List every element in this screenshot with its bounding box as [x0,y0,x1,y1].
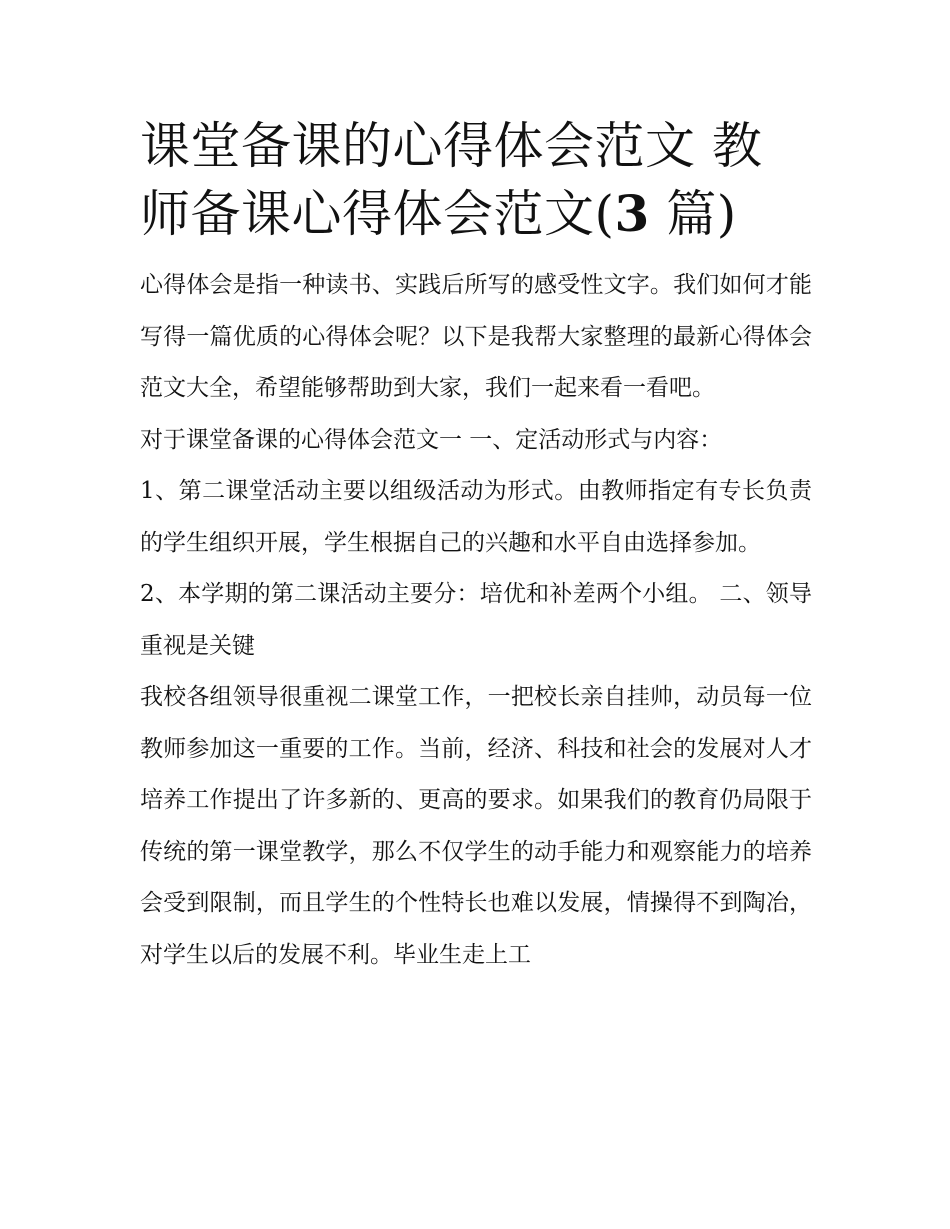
paragraph-item-1: 1、第二课堂活动主要以组级活动为形式。由教师指定有专长负责的学生组织开展，学生根据自己的兴趣和水平自由选择参加。 [140,478,812,556]
paragraph-intro: 心得体会是指一种读书、实践后所写的感受性文字。我们如何才能写得一篇优质的心得体会呢？以下是我帮大家整理的最新心得体会范文大全，希望能够帮助到大家，我们一起来看一看吧。 [140,272,812,401]
document-page [140,112,812,981]
title-number: 3 [614,184,650,243]
document-title [140,112,812,248]
paragraph-item-2: 2、本学期的第二课活动主要分：培优和补差两个小组。 二、领导重视是关键 [140,581,812,659]
paragraph-leadership: 我校各组领导很重视二课堂工作，一把校长亲自挂帅，动员每一位教师参加这一重要的工作。当前，经济、科技和社会的发展对人才培养工作提出了许多新的、更高的要求。如果我们的教育仍局限于传统的第一课堂教学，那么不仅学生的动手能力和观察能力的培养会受到限制，而且学生的个性特长也难以发展，情操得不到陶冶，对学生以后的发展不利。毕业生走上工 [140,684,812,968]
title-suffix: 篇) [649,185,737,243]
document-body [140,260,812,981]
title-text: 课堂备课的心得体会范文 教师备课心得体会范文( [140,117,763,243]
paragraph-section-heading: 对于课堂备课的心得体会范文一 一、定活动形式与内容： [140,426,723,453]
